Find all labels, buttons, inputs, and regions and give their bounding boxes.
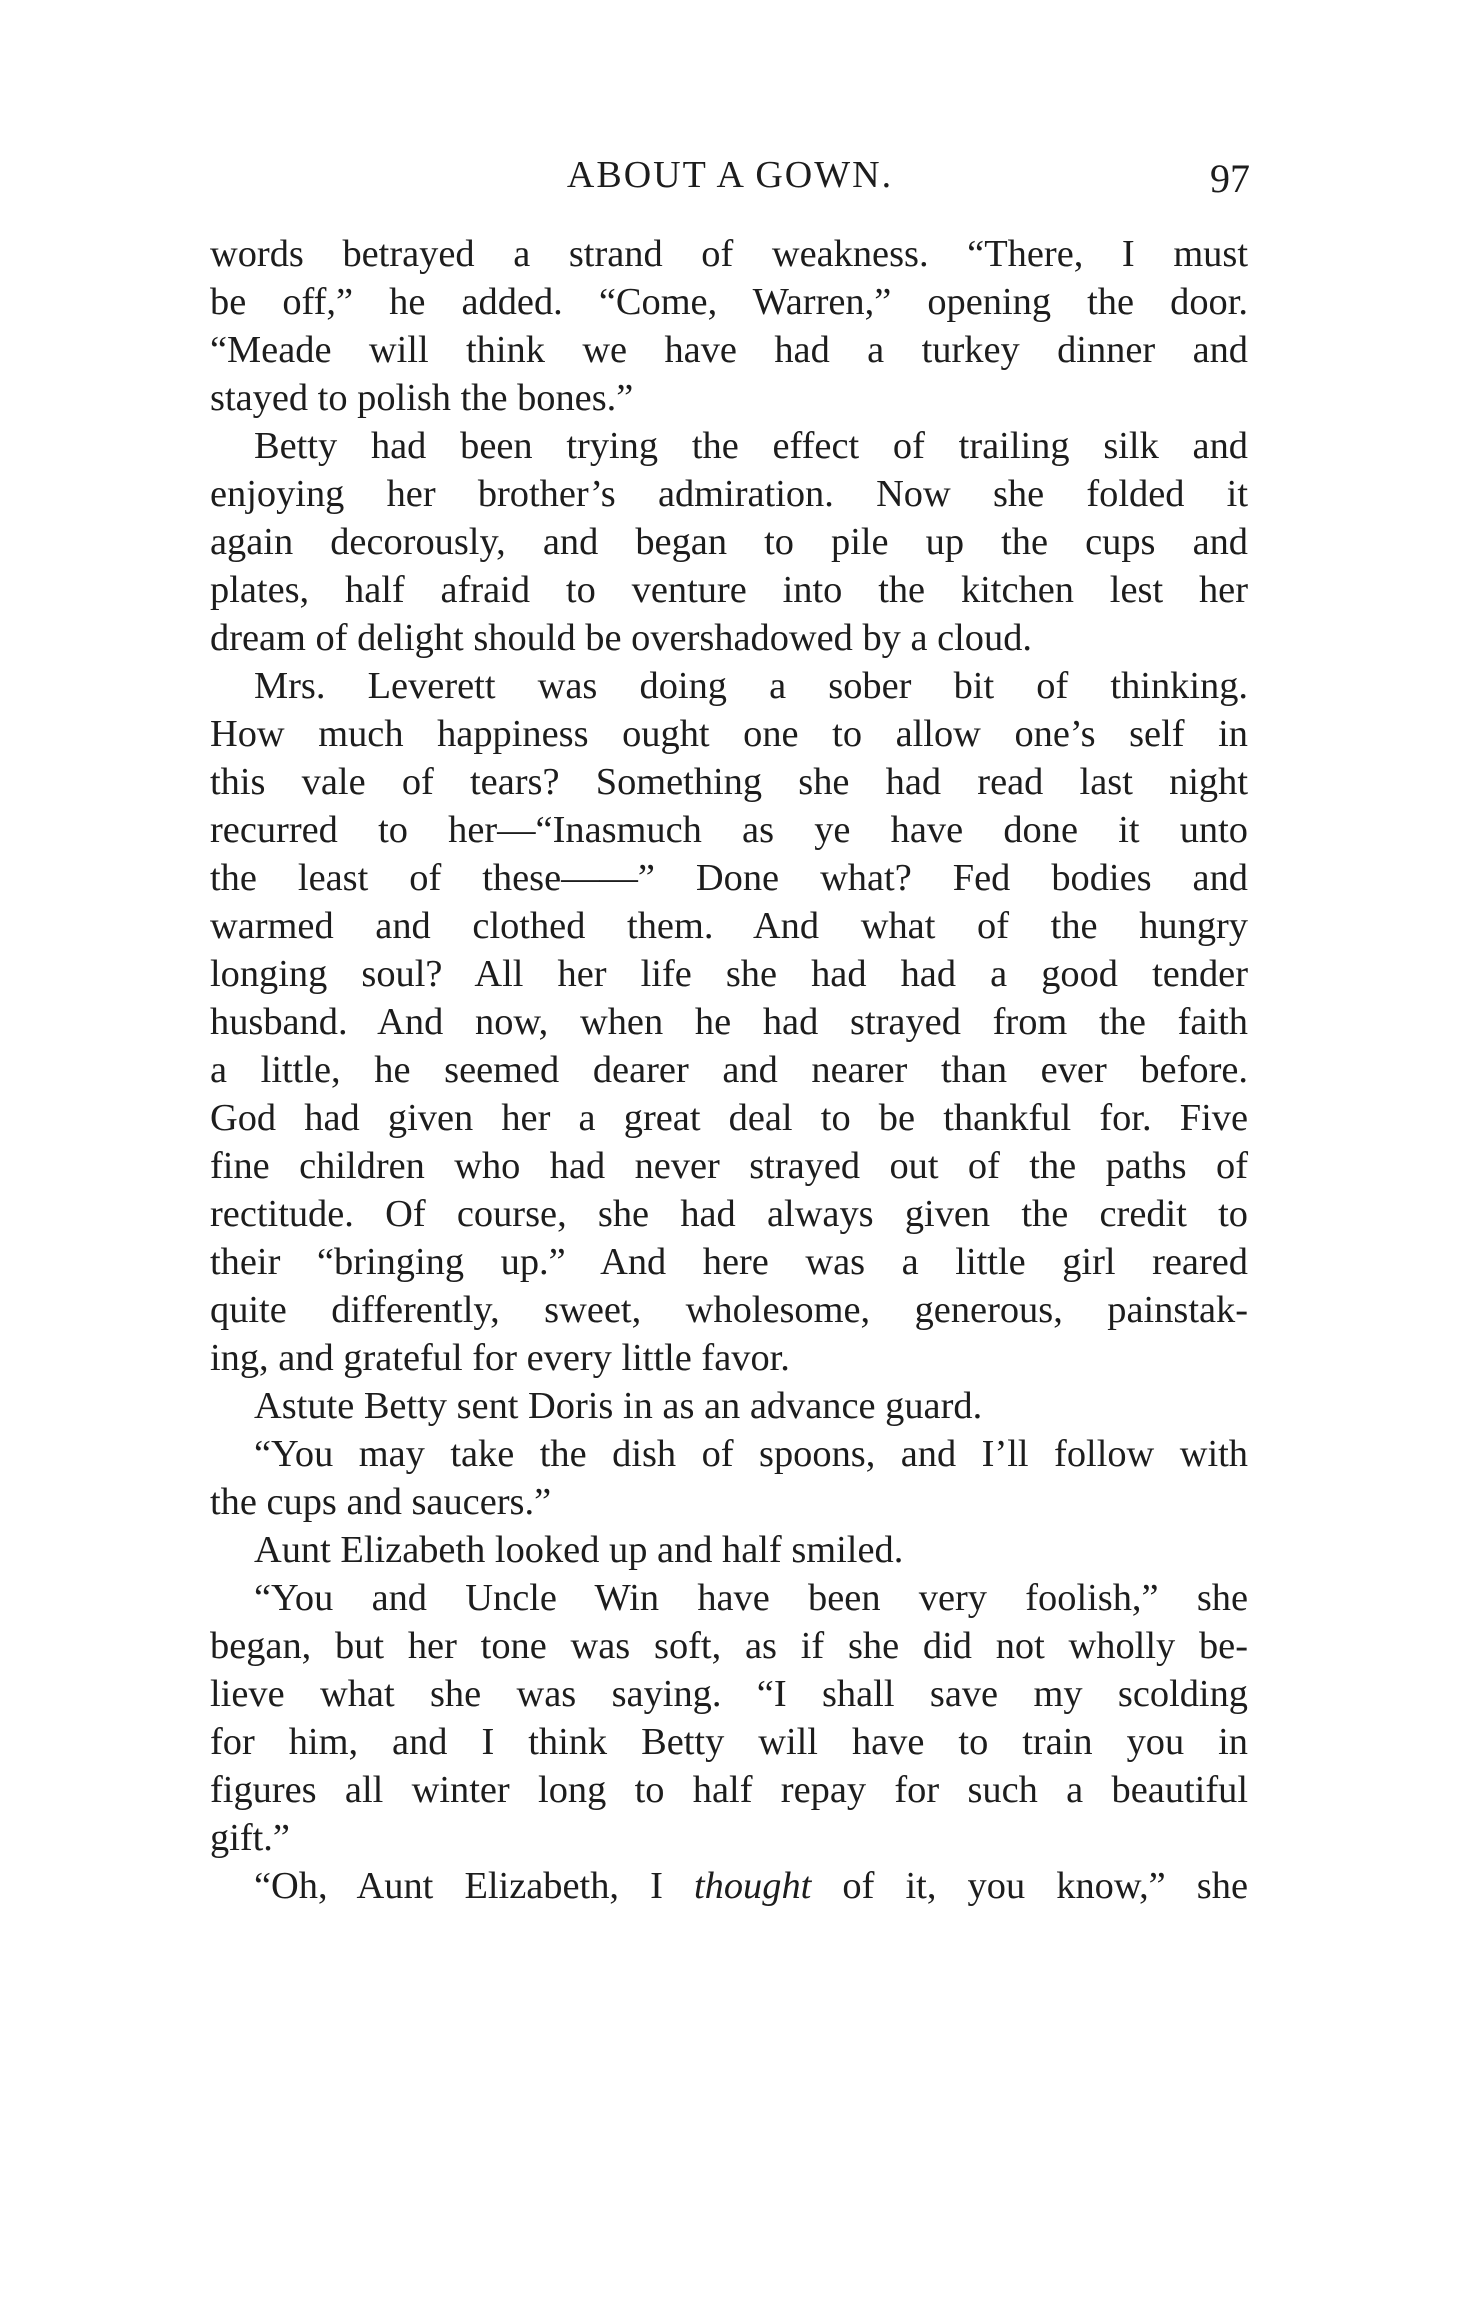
text-line: recurred to her—“Inasmuch as ye have done it unto	[210, 809, 1248, 851]
text-line: “You and Uncle Win have been very foolish,” she	[254, 1577, 1248, 1619]
chapter-title: ABOUT A GOWN.	[566, 154, 894, 196]
text-line: warmed and clothed them. And what of the hungry	[210, 905, 1248, 947]
text-line: the least of these——” Done what? Fed bodies and	[210, 857, 1248, 899]
text-line: the cups and saucers.”	[210, 1481, 552, 1523]
text-run: “Oh, Aunt Elizabeth, I	[254, 1865, 694, 1907]
text-line: dream of delight should be overshadowed by a cloud.	[210, 617, 1032, 659]
text-line: “You may take the dish of spoons, and I’ll follow with	[254, 1433, 1248, 1475]
text-line: Astute Betty sent Doris in as an advance guard.	[254, 1385, 983, 1427]
text-line: their “bringing up.” And here was a little girl reared	[210, 1241, 1248, 1283]
text-line: fine children who had never strayed out of the paths of	[210, 1145, 1248, 1187]
text-line: this vale of tears? Something she had read last night	[210, 761, 1248, 803]
text-line: longing soul? All her life she had had a good tender	[210, 953, 1248, 995]
text-line: Aunt Elizabeth looked up and half smiled.	[254, 1529, 904, 1571]
emphasis-run: thought	[694, 1865, 812, 1907]
text-line: “Meade will think we have had a turkey dinner and	[210, 329, 1248, 371]
text-line: figures all winter long to half repay for such a beautiful	[210, 1769, 1248, 1811]
page-number: 97	[1210, 156, 1250, 201]
text-line: quite differently, sweet, wholesome, generous, painstak-	[210, 1289, 1248, 1331]
text-line: enjoying her brother’s admiration. Now she folded it	[210, 473, 1248, 515]
body-text	[208, 230, 1248, 1910]
text-line: lieve what she was saying. “I shall save my scolding	[210, 1673, 1248, 1715]
text-line: for him, and I think Betty will have to train you in	[210, 1721, 1248, 1763]
text-line: words betrayed a strand of weakness. “There, I must	[210, 233, 1248, 275]
text-line	[208, 1862, 1248, 1910]
text-line: Betty had been trying the effect of trailing silk and	[254, 425, 1248, 467]
text-line: began, but her tone was soft, as if she did not wholly be-	[210, 1625, 1248, 1667]
text-line: gift.”	[210, 1817, 290, 1859]
text-line: ing, and grateful for every little favor.	[210, 1337, 790, 1379]
text-line: How much happiness ought one to allow one’s self in	[210, 713, 1248, 755]
text-line: rectitude. Of course, she had always given the credit to	[210, 1193, 1248, 1235]
running-head	[210, 150, 1250, 200]
text-line: husband. And now, when he had strayed from the faith	[210, 1001, 1248, 1043]
text-line: plates, half afraid to venture into the kitchen lest her	[210, 569, 1248, 611]
text-line: again decorously, and began to pile up the cups and	[210, 521, 1248, 563]
text-line: God had given her a great deal to be thankful for. Five	[210, 1097, 1248, 1139]
text-line: stayed to polish the bones.”	[210, 377, 634, 419]
text-run: of it, you know,” she	[811, 1865, 1248, 1907]
text-line: be off,” he added. “Come, Warren,” opening the door.	[210, 281, 1248, 323]
text-line: Mrs. Leverett was doing a sober bit of thinking.	[254, 665, 1248, 707]
text-line: a little, he seemed dearer and nearer than ever before.	[210, 1049, 1248, 1091]
